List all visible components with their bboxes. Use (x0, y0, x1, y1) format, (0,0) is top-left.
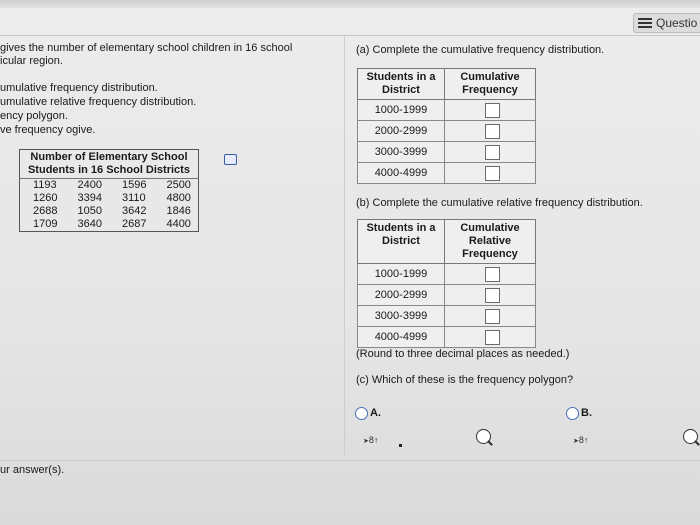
range-cell: 1000-1999 (358, 100, 445, 121)
option-b-label[interactable]: B. (581, 407, 592, 419)
top-bar (0, 0, 700, 8)
range-cell: 4000-4999 (358, 327, 445, 348)
answer-cell (445, 264, 536, 285)
option-b-axis-label: ➤8↑ (573, 435, 589, 445)
part-c-title: (c) Which of these is the frequency polygon? (356, 374, 574, 386)
range-cell: 4000-4999 (358, 163, 445, 184)
copy-data-icon[interactable] (224, 154, 237, 165)
table-cell: 1596 (121, 179, 147, 191)
answer-cell (445, 100, 536, 121)
rounding-note: (Round to three decimal places as needed.) (356, 348, 570, 360)
table-row (358, 306, 536, 327)
task-item: ve frequency ogive. (0, 124, 96, 136)
answer-input[interactable] (485, 166, 500, 181)
task-item: umulative relative frequency distribution. (0, 96, 197, 108)
answer-input[interactable] (485, 267, 500, 282)
intro-line: gives the number of elementary school children in 16 school (0, 42, 293, 54)
table-cell: 2688 (33, 205, 58, 217)
option-b-radio[interactable] (566, 407, 579, 420)
table-cell: 3394 (77, 192, 102, 204)
answer-cell (445, 285, 536, 306)
table-cell: 2687 (121, 218, 147, 230)
option-a-label[interactable]: A. (370, 407, 381, 419)
axis-tick-label: 8 (368, 435, 374, 445)
footer-text: ur answer(s). (0, 464, 65, 476)
part-a-col2: Cumulative Frequency (445, 69, 536, 100)
answer-cell (445, 163, 536, 184)
table-cell: 4400 (166, 218, 191, 230)
question-button-label: Questio (656, 16, 698, 30)
table-cell: 4800 (166, 192, 191, 204)
table-cell: 3640 (77, 218, 102, 230)
table-row (358, 100, 536, 121)
data-table-title (20, 150, 199, 179)
table-row (358, 142, 536, 163)
answer-input[interactable] (485, 103, 500, 118)
question-button[interactable] (633, 13, 700, 33)
task-item: ency polygon. (0, 110, 68, 122)
part-a-table (357, 68, 536, 184)
option-a-radio[interactable] (355, 407, 368, 420)
part-a-title: (a) Complete the cumulative frequency distribution. (356, 44, 605, 56)
table-cell: 1193 (33, 179, 57, 191)
zoom-icon[interactable] (683, 429, 698, 444)
range-cell: 3000-3999 (358, 306, 445, 327)
data-table-title-line1: Number of Elementary School (30, 151, 188, 163)
part-b-table (357, 219, 536, 348)
intro-line: icular region. (0, 55, 63, 67)
task-item: umulative frequency distribution. (0, 82, 158, 94)
option-a-dot (399, 444, 402, 447)
table-row (20, 179, 199, 193)
part-a-col1: Students in a District (358, 69, 445, 100)
table-cell: 1260 (33, 192, 58, 204)
answer-input[interactable] (485, 288, 500, 303)
data-table-title-line2: Students in 16 School Districts (27, 164, 190, 176)
answer-input[interactable] (485, 309, 500, 324)
answer-input[interactable] (485, 330, 500, 345)
table-cell: 3110 (121, 192, 146, 204)
table-cell: 1709 (33, 218, 58, 230)
table-row (358, 121, 536, 142)
option-a-axis-label: ➤8↑ (363, 435, 379, 445)
answer-input[interactable] (485, 124, 500, 139)
range-cell: 2000-2999 (358, 285, 445, 306)
answer-input[interactable] (485, 145, 500, 160)
table-row (20, 218, 199, 232)
list-icon (638, 18, 652, 28)
answer-cell (445, 327, 536, 348)
question-intro (0, 42, 292, 68)
table-cell: 2500 (166, 179, 191, 191)
range-cell: 1000-1999 (358, 264, 445, 285)
header-divider (0, 35, 700, 36)
table-cell: 2400 (77, 179, 102, 191)
table-row (358, 163, 536, 184)
answer-cell (445, 142, 536, 163)
table-row (358, 264, 536, 285)
pane-divider (344, 36, 345, 456)
table-cell: 3642 (121, 205, 147, 217)
answer-cell (445, 121, 536, 142)
table-cell: 1050 (77, 205, 102, 217)
part-b-col2: Cumulative Relative Frequency (445, 220, 536, 264)
range-cell: 2000-2999 (358, 121, 445, 142)
table-row (20, 192, 199, 205)
axis-tick-label: 8 (578, 435, 584, 445)
table-row (358, 327, 536, 348)
table-row (20, 205, 199, 218)
zoom-icon[interactable] (476, 429, 491, 444)
data-table (19, 149, 199, 232)
answer-cell (445, 306, 536, 327)
table-row (358, 285, 536, 306)
table-cell: 1846 (166, 205, 191, 217)
task-list (0, 81, 196, 137)
part-b-col1: Students in a District (358, 220, 445, 264)
range-cell: 3000-3999 (358, 142, 445, 163)
footer-divider (0, 460, 700, 461)
part-b-title: (b) Complete the cumulative relative frequency distribution. (356, 197, 643, 209)
